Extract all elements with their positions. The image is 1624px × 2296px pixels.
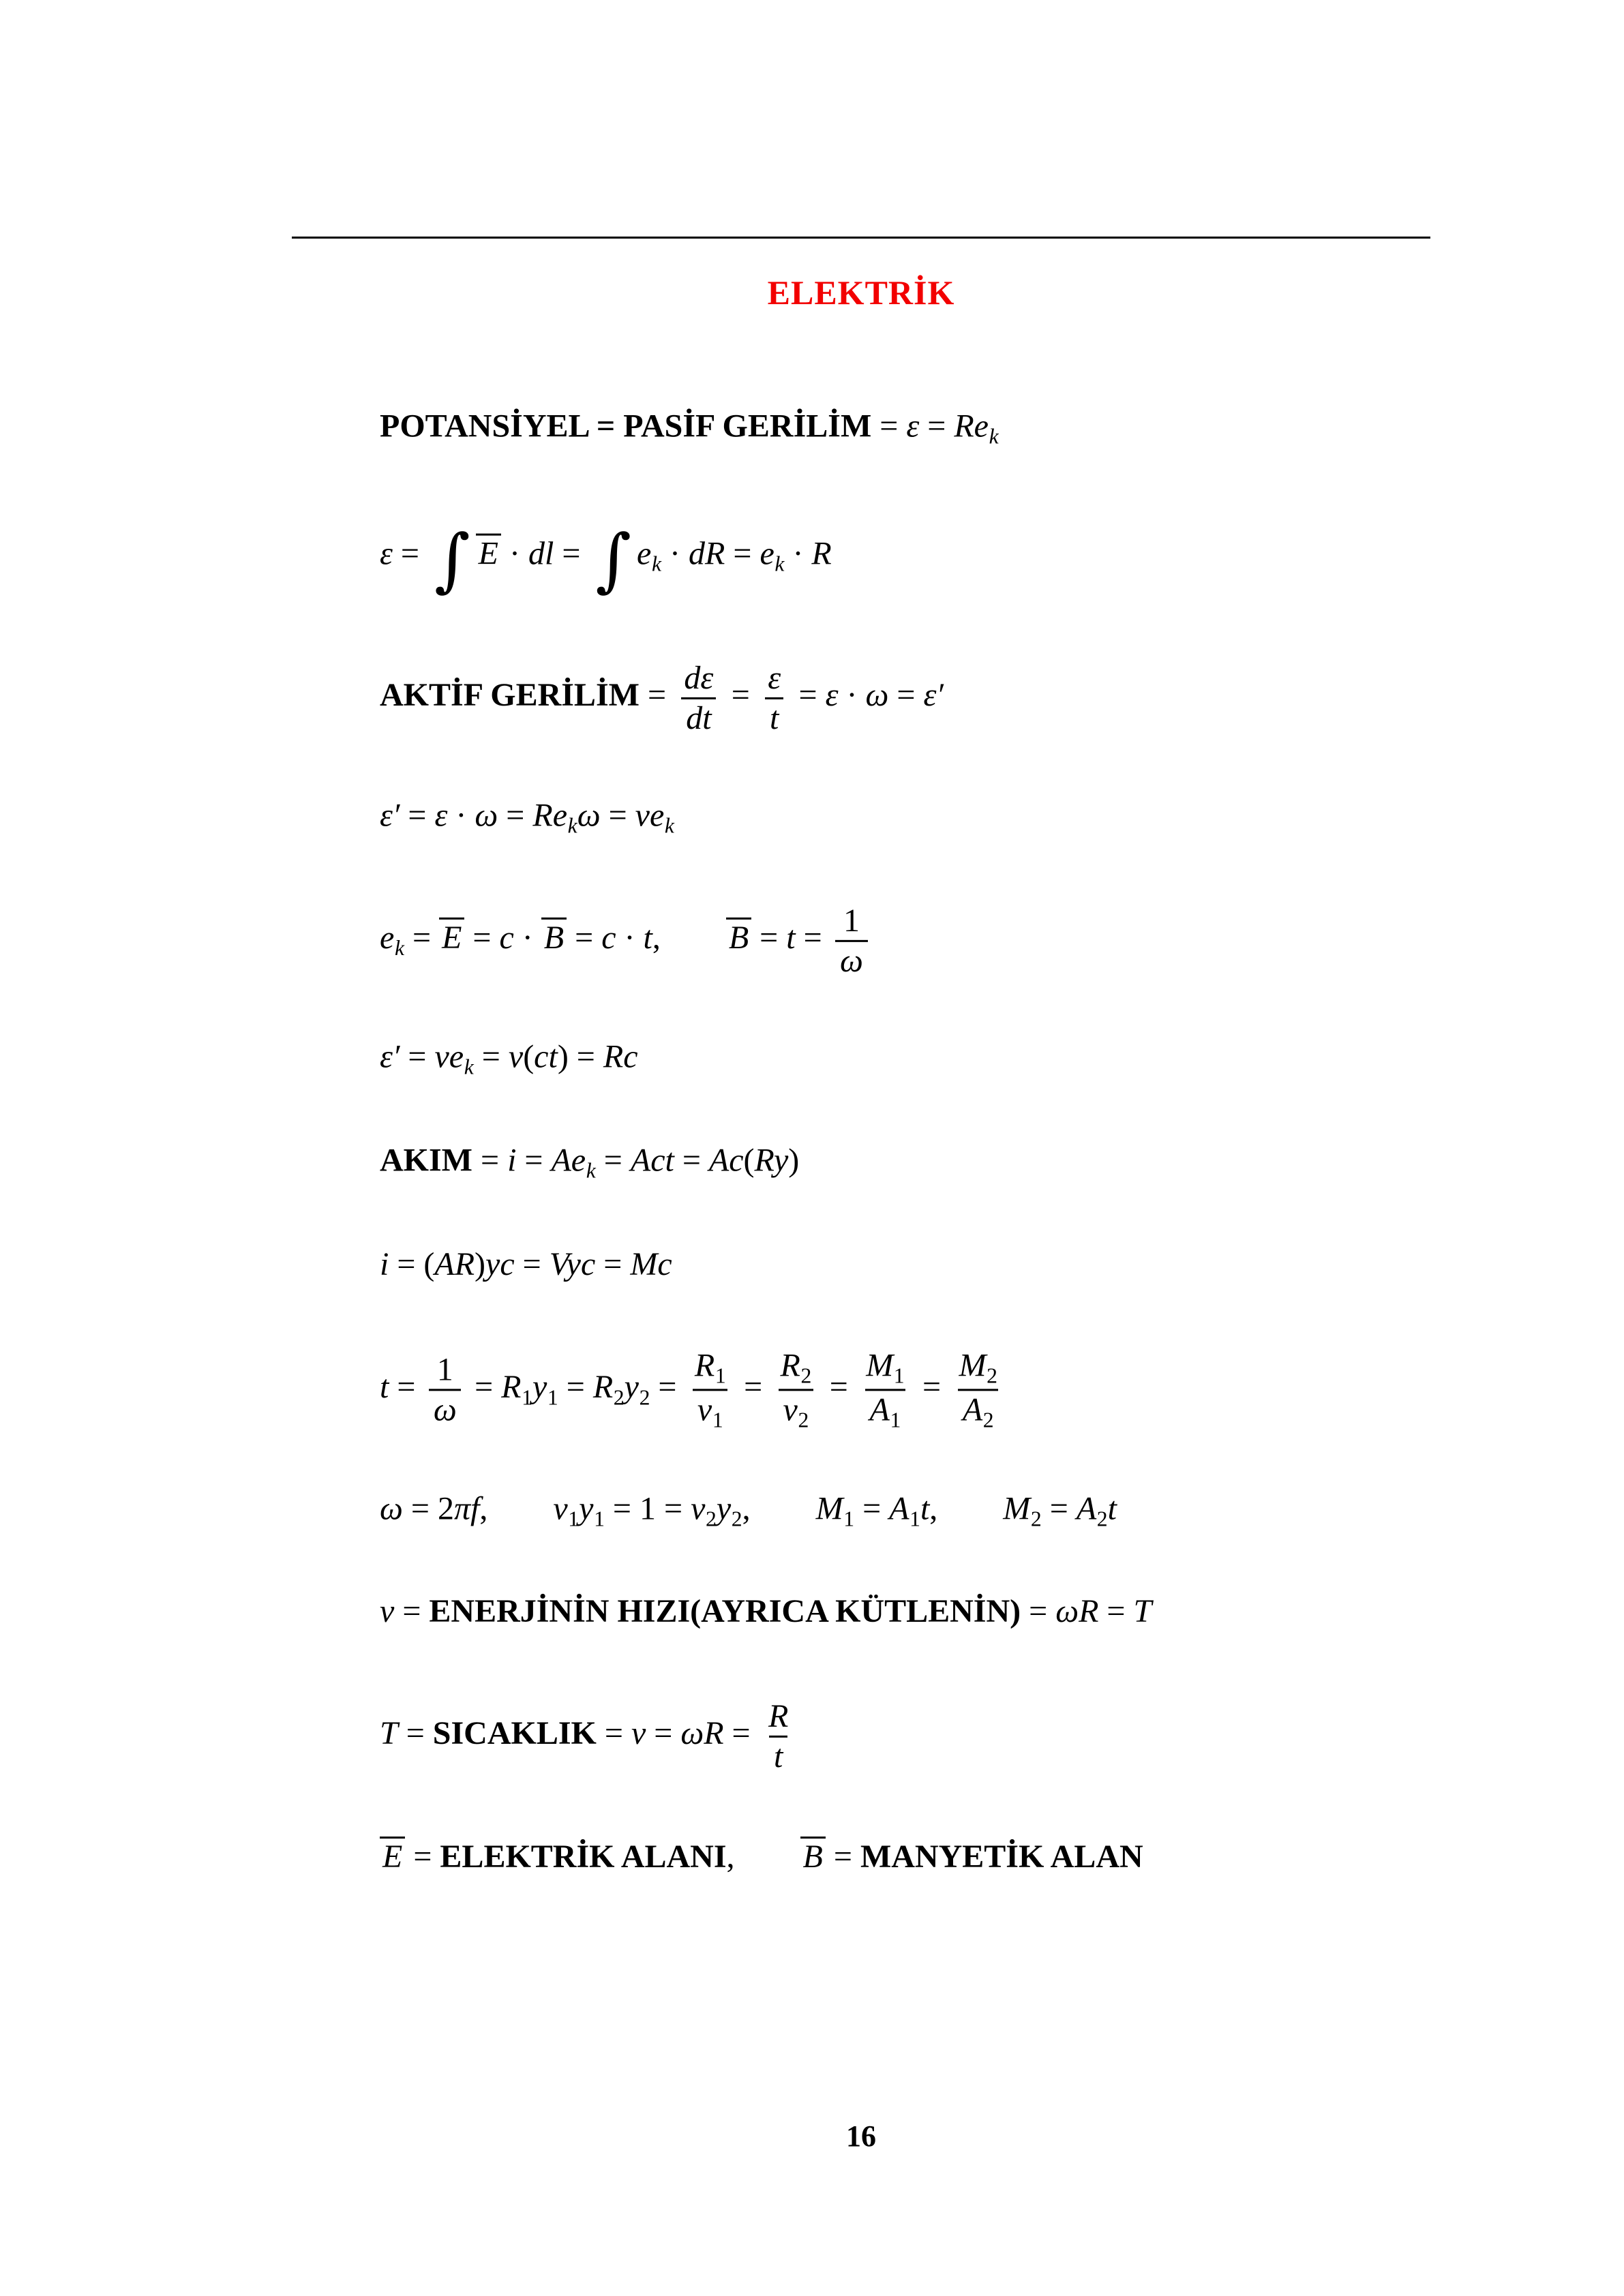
math-operator: =: [674, 1142, 709, 1179]
formula-alan-definitions: [380, 1837, 1143, 1877]
math-subscript: 1: [712, 1408, 723, 1432]
math-operator: =: [514, 1246, 550, 1282]
formula-current-expansion: [380, 1244, 672, 1285]
formula-t-period: [380, 1346, 1007, 1433]
math-variable: A: [962, 1391, 983, 1428]
math-operator: 1: [436, 1351, 453, 1388]
math-subscript: 1: [568, 1507, 580, 1531]
fraction-numerator: [680, 659, 718, 697]
formula-enerji-hizi: [380, 1591, 1152, 1632]
fraction-numerator: [776, 1346, 816, 1389]
math-operator: = 2: [402, 1490, 454, 1527]
math-variable: AR: [434, 1246, 475, 1282]
math-variable: e: [760, 535, 775, 572]
math-operator: =: [639, 677, 675, 714]
math-operator: ·: [784, 535, 812, 572]
math-operator: =: [751, 920, 787, 956]
math-operator: =: [516, 1142, 552, 1179]
math-variable: M: [959, 1347, 987, 1384]
fraction-numerator: [763, 659, 785, 697]
formula-aktif-gerilim: [380, 659, 944, 737]
math-variable: Ac: [708, 1142, 744, 1179]
math-subscript: 2: [706, 1507, 717, 1531]
math-variable: ωR: [680, 1715, 724, 1752]
math-operator: =: [650, 1369, 685, 1406]
math-operator: =: [464, 920, 500, 956]
formula-epsilon-prime-omega: [380, 796, 674, 840]
math-operator: ·: [513, 920, 541, 956]
fraction-denominator: [865, 1389, 905, 1434]
fraction-numerator: [839, 902, 864, 940]
math-subscript: 2: [639, 1385, 650, 1410]
math-subscript: 1: [594, 1507, 605, 1531]
math-variable: t: [1107, 1490, 1117, 1527]
math-variable: c: [601, 920, 616, 956]
math-operator: =: [558, 1369, 593, 1406]
math-variable: R: [694, 1347, 715, 1384]
math-subscript: 1: [547, 1385, 558, 1410]
math-operator: = (: [389, 1246, 435, 1282]
fraction-denominator: [765, 697, 783, 738]
math-subscript: k: [586, 1158, 596, 1183]
fraction-denominator: [779, 1389, 813, 1434]
math-operator: = 1 =: [604, 1490, 691, 1527]
math-variable: v: [553, 1490, 568, 1527]
math-operator: =: [466, 1369, 502, 1406]
math-subscript: 2: [1030, 1507, 1042, 1531]
bold-text: AKIM: [380, 1142, 472, 1179]
bold-text: MANYETİK ALAN: [860, 1839, 1143, 1875]
math-variable: R: [811, 535, 832, 572]
math-variable: v: [783, 1391, 798, 1428]
math-variable: v: [691, 1490, 706, 1527]
math-subscript: 1: [909, 1507, 920, 1531]
math-variable: v: [697, 1391, 712, 1428]
math-subscript: 1: [522, 1385, 532, 1410]
math-variable: e: [380, 920, 395, 956]
fraction-numerator: [861, 1346, 909, 1389]
math-variable: ω: [380, 1490, 403, 1527]
math-variable: ε′: [923, 677, 944, 714]
bold-text: AKTİF GERİLİM: [380, 677, 640, 714]
math-variable: v: [380, 1593, 395, 1629]
math-variable: dε: [684, 659, 714, 696]
formula-epsilon-prime-vek: [380, 1037, 638, 1081]
math-operator: =: [595, 1246, 631, 1282]
math-variable: ve: [635, 797, 665, 834]
math-operator: =: [389, 1369, 424, 1406]
fraction: [690, 1346, 730, 1433]
math-variable: Act: [630, 1142, 674, 1179]
fraction: [429, 1351, 461, 1429]
math-variable: t: [643, 920, 652, 956]
fraction-numerator: [764, 1697, 793, 1736]
math-variable: ε: [380, 535, 393, 572]
math-variable: Re: [954, 408, 989, 444]
math-variable: Ry: [754, 1142, 789, 1179]
math-operator: =: [919, 408, 954, 444]
math-operator: =: [1021, 1593, 1056, 1629]
fraction-denominator: [835, 940, 867, 980]
math-operator: =: [404, 920, 440, 956]
math-variable: t: [786, 920, 796, 956]
formula-sicaklik: [380, 1697, 798, 1775]
math-operator: =: [595, 1142, 631, 1179]
math-subscript: 2: [982, 1408, 994, 1432]
math-operator: =: [795, 920, 830, 956]
overline-variable: B: [800, 1837, 826, 1873]
fraction-denominator: [693, 1389, 727, 1434]
math-variable: ω: [865, 677, 889, 714]
math-variable: y: [532, 1369, 547, 1406]
fraction-denominator: [429, 1389, 461, 1430]
bold-text: POTANSİYEL = PASİF GERİLİM: [380, 408, 872, 444]
math-operator: =: [392, 535, 427, 572]
math-operator: =: [888, 677, 924, 714]
math-operator: (: [523, 1038, 535, 1075]
math-operator: =: [1041, 1490, 1077, 1527]
math-operator: =: [723, 1715, 759, 1752]
math-variable: ω: [475, 797, 498, 834]
math-variable: i: [507, 1142, 517, 1179]
math-variable: ε′: [380, 797, 400, 834]
math-operator: =: [1098, 1593, 1134, 1629]
math-subscript: k: [394, 936, 404, 961]
math-operator: =: [473, 1038, 509, 1075]
math-variable: t: [769, 699, 779, 736]
fraction: [954, 1346, 1002, 1433]
math-subscript: 2: [798, 1408, 809, 1432]
math-variable: y: [624, 1369, 639, 1406]
math-operator: =: [736, 1369, 771, 1406]
fraction-denominator: [769, 1736, 787, 1776]
overline-variable: E: [476, 534, 501, 571]
formula-integral-emf: [380, 519, 832, 600]
math-variable: Re: [532, 797, 567, 834]
math-variable: ε: [768, 659, 781, 696]
math-variable: y: [579, 1490, 594, 1527]
math-operator: =: [871, 408, 907, 444]
math-variable: M: [815, 1490, 843, 1527]
fraction-numerator: [432, 1351, 457, 1389]
math-variable: R: [780, 1347, 800, 1384]
math-variable: ε: [825, 677, 839, 714]
overline-variable: B: [541, 918, 567, 954]
math-operator: (: [743, 1142, 755, 1179]
math-subscript: 1: [893, 1363, 905, 1388]
math-variable: v: [508, 1038, 524, 1075]
fraction: [680, 659, 718, 737]
math-variable: ε: [906, 408, 920, 444]
bold-text: ENERJİNİN HIZI(AYRICA KÜTLENİN): [429, 1593, 1021, 1629]
overline-variable: B: [726, 918, 751, 954]
formula-omega-2pif: [380, 1489, 1117, 1533]
math-subscript: k: [989, 424, 999, 449]
math-subscript: 2: [731, 1507, 742, 1531]
math-operator: ·: [661, 535, 689, 572]
fraction: [763, 659, 785, 737]
math-operator: =: [646, 1715, 681, 1752]
math-subscript: 2: [1096, 1507, 1108, 1531]
overline-variable: E: [439, 918, 464, 954]
integral-sign: ∫: [434, 519, 470, 600]
math-subscript: 2: [613, 1385, 625, 1410]
math-variable: ω: [433, 1391, 457, 1428]
page-number: 16: [846, 2119, 876, 2153]
formula-ek-field: [380, 902, 873, 980]
math-variable: ω: [840, 942, 863, 979]
math-variable: πf: [453, 1490, 480, 1527]
math-variable: R: [768, 1697, 789, 1734]
math-operator: =: [725, 535, 760, 572]
bold-text: SICAKLIK: [432, 1715, 597, 1752]
integral-sign: ∫: [595, 519, 631, 600]
math-operator: =: [472, 1142, 508, 1179]
math-subscript: k: [567, 813, 577, 838]
math-operator: =: [400, 797, 435, 834]
math-operator: ,: [929, 1490, 938, 1527]
fraction-numerator: [690, 1346, 730, 1389]
formula-potansiyel-pasif-gerilim: [380, 406, 999, 451]
math-variable: t: [920, 1490, 930, 1527]
fraction-denominator: [681, 697, 716, 738]
fraction-numerator: [954, 1346, 1002, 1389]
math-operator: =: [498, 797, 533, 834]
math-subscript: k: [664, 813, 674, 838]
math-variable: ct: [534, 1038, 558, 1075]
math-subscript: k: [651, 552, 662, 576]
math-variable: c: [499, 920, 514, 956]
math-variable: T: [1133, 1593, 1152, 1629]
math-operator: ,: [726, 1839, 735, 1875]
math-subscript: 1: [890, 1408, 901, 1432]
math-operator: =: [394, 1593, 430, 1629]
math-operator: ·: [500, 535, 528, 572]
math-variable: ε′: [380, 1038, 400, 1075]
math-variable: Ae: [551, 1142, 586, 1179]
math-variable: dt: [686, 699, 712, 736]
math-operator: =: [825, 1839, 860, 1875]
formula-akim: [380, 1141, 799, 1185]
math-subscript: 1: [843, 1507, 855, 1531]
page-title: ELEKTRİK: [767, 273, 955, 312]
math-variable: R: [501, 1369, 522, 1406]
math-operator: =: [397, 1715, 433, 1752]
math-variable: Mc: [630, 1246, 672, 1282]
math-operator: ,: [652, 920, 661, 956]
math-variable: A: [889, 1490, 909, 1527]
fraction: [764, 1697, 793, 1775]
math-variable: R: [592, 1369, 614, 1406]
fraction-denominator: [958, 1389, 998, 1434]
math-operator: =: [600, 797, 635, 834]
math-variable: e: [637, 535, 652, 572]
math-operator: =: [914, 1369, 950, 1406]
math-operator: =: [400, 1038, 435, 1075]
math-operator: ·: [838, 677, 866, 714]
fraction: [776, 1346, 816, 1433]
math-operator: =: [854, 1490, 890, 1527]
math-subscript: 2: [987, 1363, 997, 1388]
math-operator: =: [723, 677, 758, 714]
math-variable: ε: [434, 797, 448, 834]
math-operator: ,: [479, 1490, 488, 1527]
math-operator: =: [821, 1369, 856, 1406]
math-operator: =: [596, 1715, 631, 1752]
header-rule: [292, 237, 1430, 239]
math-variable: T: [380, 1715, 398, 1752]
bold-text: ELEKTRİK ALANI: [440, 1839, 727, 1875]
math-subscript: k: [464, 1055, 474, 1079]
math-variable: t: [380, 1369, 389, 1406]
math-variable: t: [774, 1738, 783, 1774]
math-operator: ) =: [557, 1038, 603, 1075]
math-variable: i: [380, 1246, 389, 1282]
math-operator: =: [567, 920, 602, 956]
math-variable: Rc: [603, 1038, 638, 1075]
math-variable: M: [1003, 1490, 1031, 1527]
math-operator: ): [788, 1142, 800, 1179]
fraction: [861, 1346, 909, 1433]
math-operator: ): [475, 1246, 486, 1282]
math-operator: =: [554, 535, 589, 572]
math-variable: v: [631, 1715, 646, 1752]
overline-variable: E: [380, 1837, 405, 1873]
math-variable: yc: [485, 1246, 515, 1282]
math-subscript: 2: [800, 1363, 812, 1388]
math-variable: ve: [434, 1038, 464, 1075]
math-subscript: 1: [715, 1363, 726, 1388]
math-operator: ·: [616, 920, 644, 956]
math-variable: dl: [528, 535, 554, 572]
math-operator: ·: [447, 797, 475, 834]
math-variable: Vyc: [549, 1246, 596, 1282]
math-operator: ,: [742, 1490, 751, 1527]
math-variable: M: [866, 1347, 894, 1384]
math-operator: =: [790, 677, 826, 714]
fraction: [835, 902, 867, 980]
math-variable: ωR: [1055, 1593, 1099, 1629]
math-operator: 1: [843, 902, 860, 939]
math-variable: A: [869, 1391, 890, 1428]
math-variable: y: [716, 1490, 732, 1527]
math-operator: =: [405, 1839, 440, 1875]
math-subscript: k: [775, 552, 785, 576]
math-variable: ω: [577, 797, 601, 834]
math-variable: dR: [689, 535, 725, 572]
math-variable: A: [1076, 1490, 1097, 1527]
